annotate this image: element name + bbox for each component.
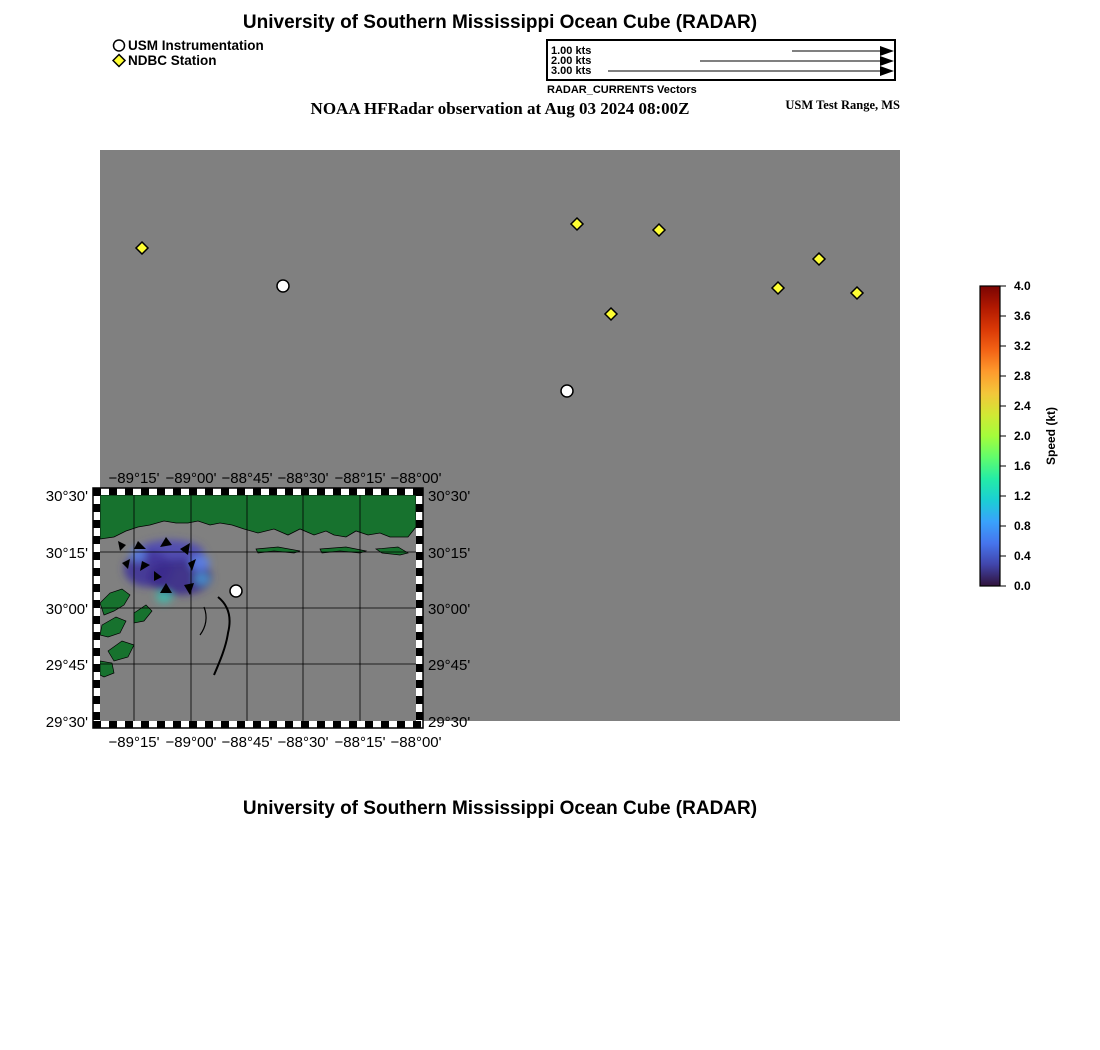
checker-segment — [333, 488, 341, 495]
inset-bottom-axis-label: −88°30' — [277, 734, 329, 751]
checker-segment — [349, 721, 357, 728]
inset-top-axis-label: −89°15' — [108, 470, 160, 487]
inset-right-axis-label: 29°30' — [428, 714, 471, 731]
checker-segment — [416, 568, 423, 576]
checker-segment — [285, 721, 293, 728]
ndbc-marker-icon — [112, 53, 128, 68]
vector-key-row-1: 1.00 kts — [551, 45, 592, 57]
checker-segment — [93, 696, 100, 704]
checker-segment — [253, 488, 261, 495]
inset-usm-instrument-marker[interactable] — [230, 585, 242, 597]
checker-segment — [189, 488, 197, 495]
checker-segment — [93, 712, 100, 720]
checker-segment — [381, 488, 389, 495]
inset-map — [30, 465, 480, 755]
checker-segment — [349, 488, 357, 495]
checker-segment — [397, 721, 405, 728]
checker-segment — [173, 721, 181, 728]
checker-segment — [93, 504, 100, 512]
inset-top-axis-label: −89°00' — [165, 470, 217, 487]
checker-segment — [416, 632, 423, 640]
checker-segment — [416, 600, 423, 608]
checker-segment — [173, 488, 181, 495]
checker-segment — [416, 536, 423, 544]
checker-segment — [157, 488, 165, 495]
checker-segment — [93, 616, 100, 624]
colorbar-ramp — [980, 286, 1000, 586]
inset-top-axis-label: −88°15' — [334, 470, 386, 487]
inset-bottom-axis-label: −88°45' — [221, 734, 273, 751]
checker-segment — [125, 721, 133, 728]
vector-arrow-2 — [700, 56, 894, 66]
checker-segment — [416, 712, 423, 720]
colorbar-tick-label: 0.8 — [1014, 519, 1031, 533]
colorbar-tick-label: 1.2 — [1014, 489, 1031, 503]
inset-bottom-axis-label: −88°00' — [390, 734, 442, 751]
checker-segment — [285, 488, 293, 495]
checker-segment — [416, 664, 423, 672]
checker-segment — [365, 721, 373, 728]
inset-bottom-axis-label: −89°00' — [165, 734, 217, 751]
checker-segment — [93, 600, 100, 608]
checker-segment — [205, 488, 213, 495]
checker-segment — [416, 504, 423, 512]
checker-segment — [93, 488, 100, 496]
legend-ndbc — [112, 53, 264, 68]
page-title: University of Southern Mississippi Ocean Cube (RADAR) — [242, 12, 758, 33]
checker-segment — [413, 721, 421, 728]
checker-segment — [269, 488, 277, 495]
inset-left-axis-label: 29°45' — [45, 657, 88, 674]
vector-key — [546, 39, 896, 81]
checker-segment — [205, 721, 213, 728]
checker-segment — [416, 520, 423, 528]
usm-marker-icon — [112, 38, 128, 53]
inset-top-axis-label: −88°30' — [277, 470, 329, 487]
checker-segment — [141, 488, 149, 495]
checker-segment — [125, 488, 133, 495]
colorbar-tick-label: 2.4 — [1014, 399, 1031, 413]
inset-top-axis-label: −88°45' — [221, 470, 273, 487]
usm-instrument-marker[interactable] — [561, 385, 573, 397]
colorbar-tick-label: 4.0 — [1014, 279, 1031, 293]
vector-arrow-1 — [792, 46, 894, 56]
checker-segment — [416, 696, 423, 704]
vector-key-arrows — [548, 41, 894, 79]
inset-left-axis-label: 30°15' — [45, 545, 88, 562]
footer-title: University of Southern Mississippi Ocean Cube (RADAR) — [242, 798, 758, 819]
checker-segment — [109, 721, 117, 728]
inset-left-axis-label: 29°30' — [45, 714, 88, 731]
colorbar-tick-label: 0.0 — [1014, 579, 1031, 593]
checker-segment — [416, 552, 423, 560]
legend-ndbc-label: NDBC Station — [128, 53, 217, 68]
observation-subtitle: NOAA HFRadar observation at Aug 03 2024 08:00Z — [310, 99, 690, 118]
vector-key-caption: RADAR_CURRENTS Vectors — [547, 84, 697, 96]
legend-usm-label: USM Instrumentation — [128, 38, 264, 53]
inset-bottom-axis-label: −88°15' — [334, 734, 386, 751]
checker-segment — [416, 584, 423, 592]
checker-segment — [157, 721, 165, 728]
inset-right-axis-label: 30°30' — [428, 488, 471, 505]
checker-segment — [141, 721, 149, 728]
checker-segment — [237, 488, 245, 495]
checker-segment — [416, 488, 423, 496]
checker-segment — [93, 632, 100, 640]
location-label: USM Test Range, MS — [785, 98, 900, 112]
checker-segment — [416, 616, 423, 624]
checker-segment — [269, 721, 277, 728]
checker-segment — [333, 721, 341, 728]
marker-legend — [112, 38, 264, 68]
vector-key-row-2: 2.00 kts — [551, 55, 592, 67]
checker-segment — [93, 568, 100, 576]
vector-arrow-3 — [608, 66, 894, 76]
colorbar-tick-label: 2.0 — [1014, 429, 1031, 443]
checker-segment — [237, 721, 245, 728]
checker-segment — [253, 721, 261, 728]
inset-right-axis-label: 30°15' — [428, 545, 471, 562]
usm-instrument-marker[interactable] — [277, 280, 289, 292]
colorbar-tick-label: 3.6 — [1014, 309, 1031, 323]
checker-segment — [93, 552, 100, 560]
colorbar-tick-label: 3.2 — [1014, 339, 1031, 353]
colorbar-tick-label: 0.4 — [1014, 549, 1031, 563]
colorbar-label: Speed (kt) — [1044, 406, 1058, 466]
legend-usm — [112, 38, 264, 53]
checker-segment — [381, 721, 389, 728]
checker-segment — [416, 680, 423, 688]
checker-segment — [416, 648, 423, 656]
colorbar-tick-label: 2.8 — [1014, 369, 1031, 383]
inset-right-axis-label: 29°45' — [428, 657, 471, 674]
checker-segment — [221, 488, 229, 495]
checker-segment — [365, 488, 373, 495]
checker-segment — [397, 488, 405, 495]
inset-left-axis-label: 30°30' — [45, 488, 88, 505]
checker-segment — [109, 488, 117, 495]
checker-segment — [301, 488, 309, 495]
checker-segment — [93, 680, 100, 688]
inset-bottom-axis-label: −89°15' — [108, 734, 160, 751]
inset-left-axis-label: 30°00' — [45, 601, 88, 618]
vector-key-row-3: 3.00 kts — [551, 65, 592, 77]
checker-segment — [221, 721, 229, 728]
checker-segment — [189, 721, 197, 728]
inset-top-axis-label: −88°00' — [390, 470, 442, 487]
inset-right-axis-label: 30°00' — [428, 601, 471, 618]
checker-segment — [301, 721, 309, 728]
checker-segment — [93, 536, 100, 544]
checker-segment — [93, 648, 100, 656]
checker-segment — [93, 721, 101, 728]
colorbar-tick-label: 1.6 — [1014, 459, 1031, 473]
checker-segment — [93, 520, 100, 528]
speed-colorbar — [970, 278, 1080, 594]
checker-segment — [317, 721, 325, 728]
checker-segment — [317, 488, 325, 495]
checker-segment — [93, 584, 100, 592]
colorbar-ticks — [1000, 279, 1031, 593]
checker-segment — [93, 664, 100, 672]
